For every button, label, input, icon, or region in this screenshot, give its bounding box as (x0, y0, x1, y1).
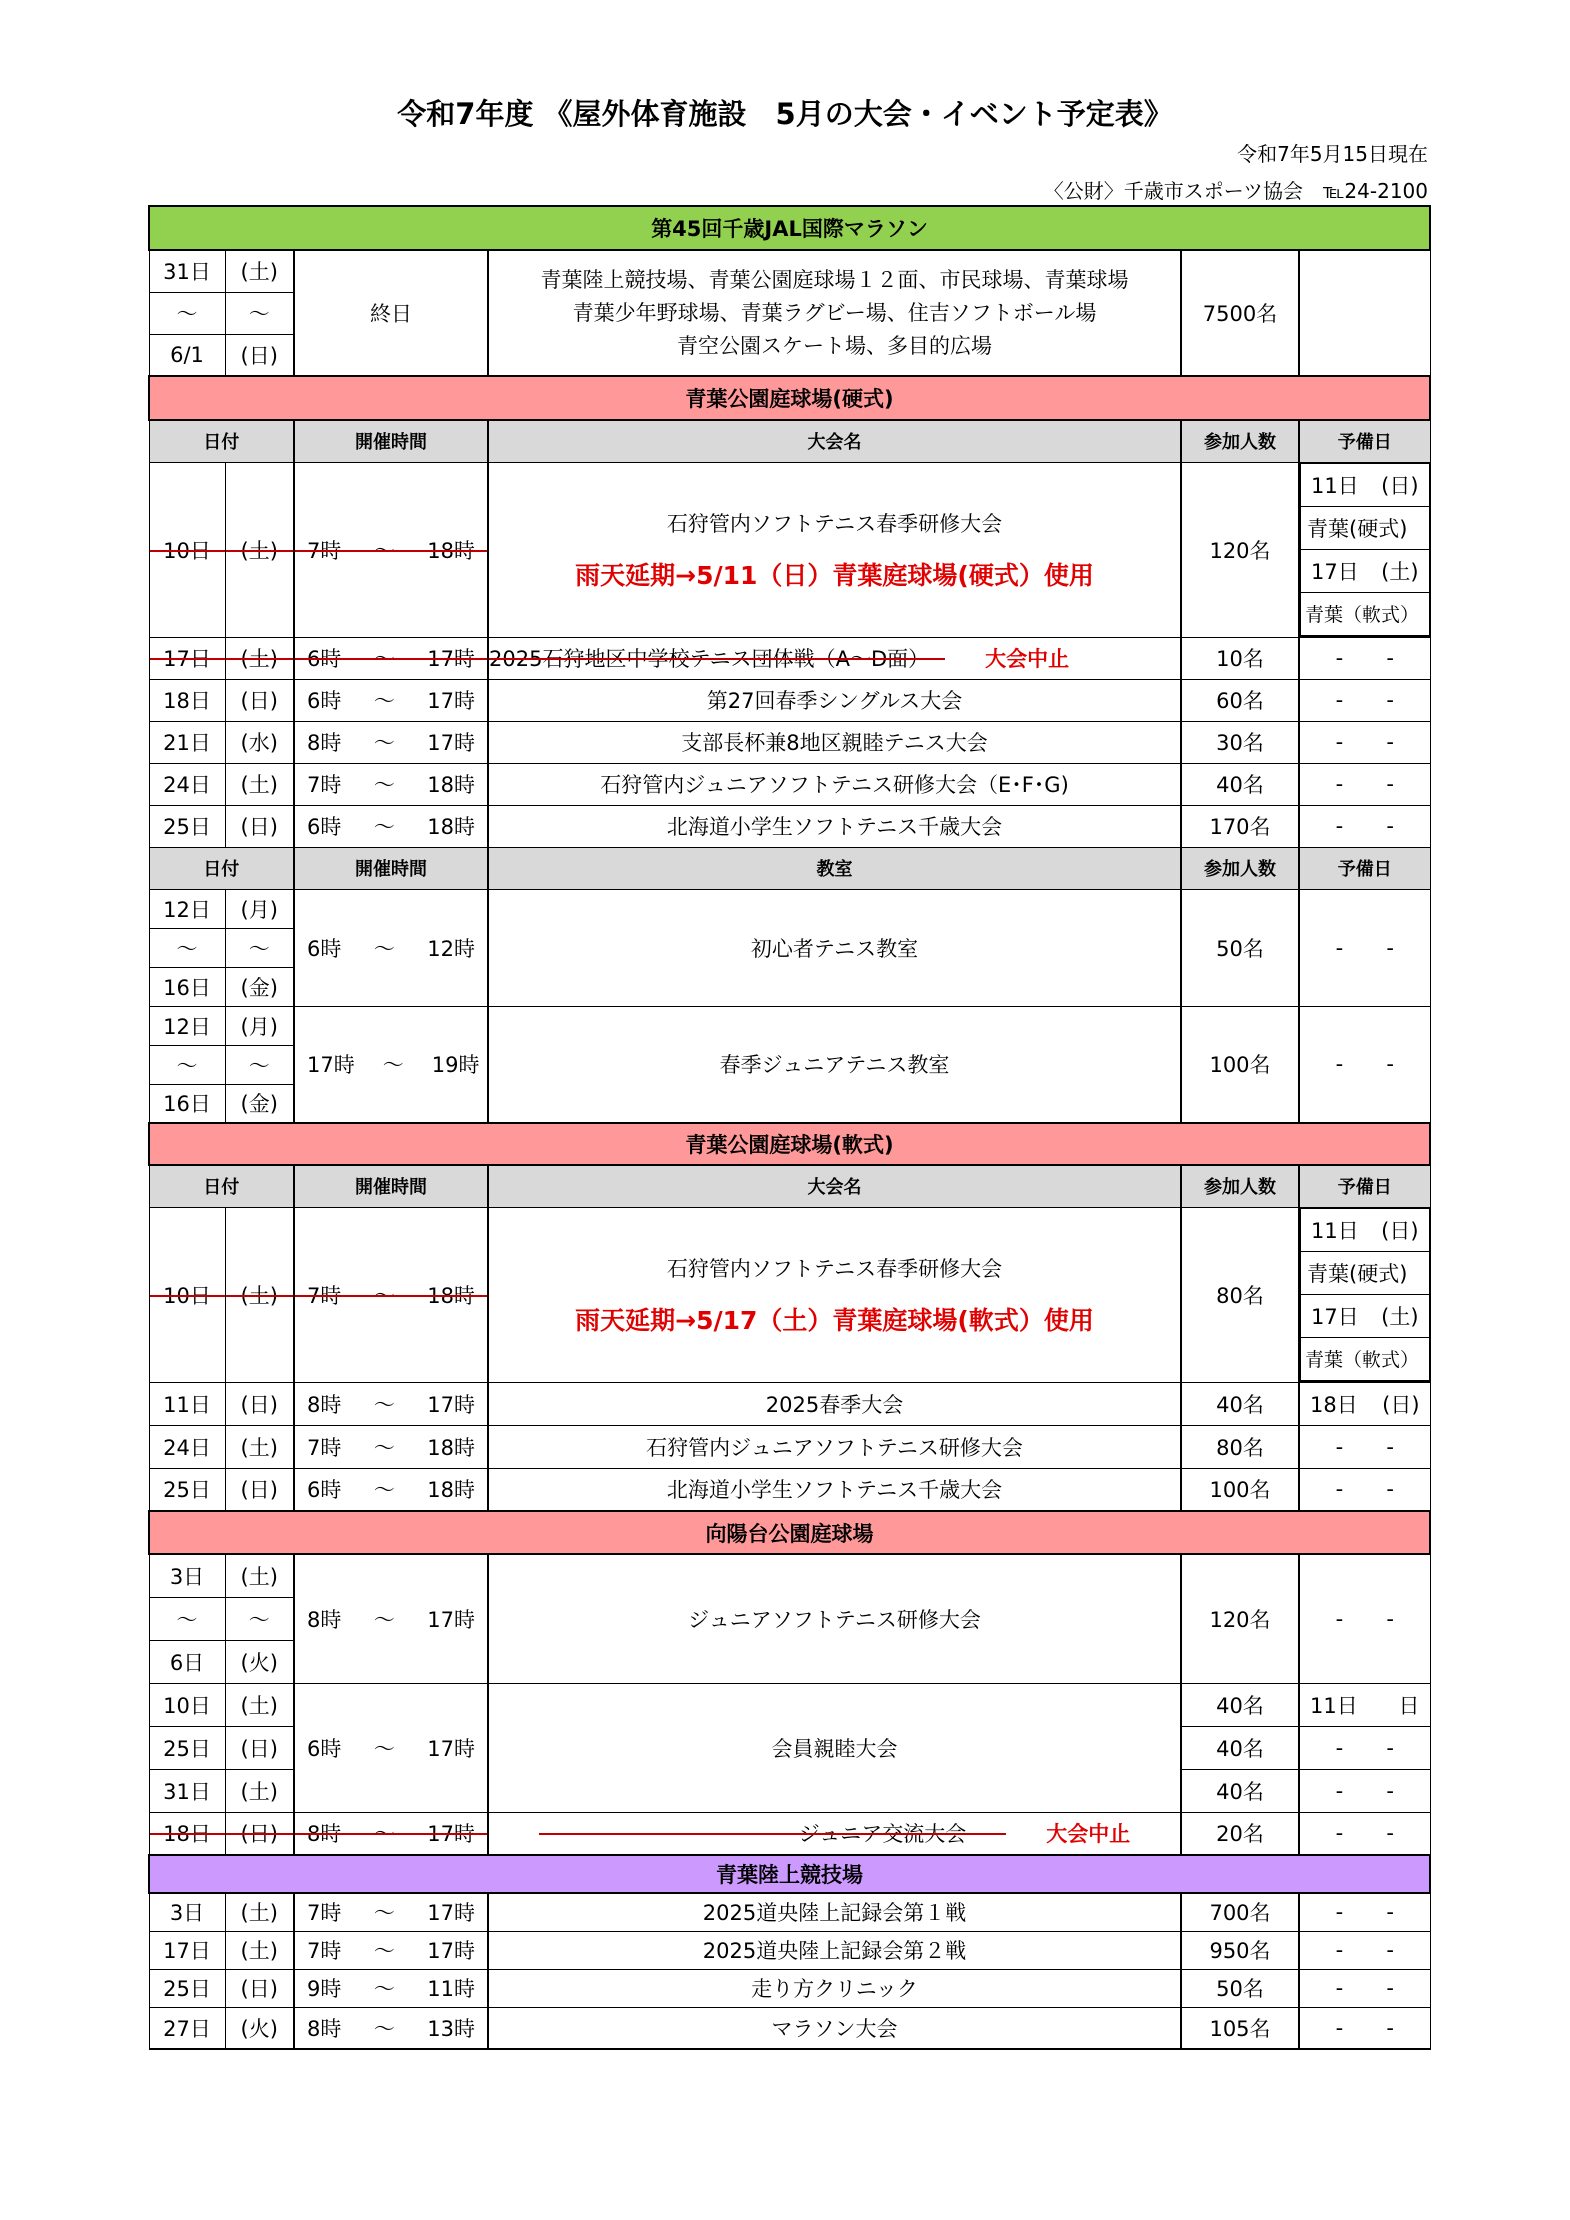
weekday-cell: (日) (225, 679, 294, 721)
table-row (149, 1969, 1430, 2007)
weekday-cell: (日) (225, 1812, 294, 1855)
date-cell: 31日 (149, 1769, 225, 1812)
time-cell: 6時 ～ 17時 (294, 679, 488, 721)
time-cell: 終日 (294, 250, 488, 376)
col-time: 開催時間 (294, 847, 488, 889)
weekday-cell: (火) (225, 2007, 294, 2049)
venue-line: 青葉陸上競技場、青葉公園庭球場１２面、市民球場、青葉球場 (540, 267, 1129, 292)
section-soft-court: 青葉公園庭球場(軟式) (149, 1123, 1430, 1165)
count-cell: 20名 (1181, 1812, 1299, 1855)
venue-line: 青空公園スケート場、多目的広場 (677, 333, 992, 358)
table-row (149, 721, 1430, 763)
count-cell: 100名 (1181, 1006, 1299, 1123)
count-cell: 120名 (1181, 1554, 1299, 1683)
reserve-cell: 11日 (日) 青葉(硬式) 17日 (土) 青葉（軟式） (1299, 462, 1430, 637)
date-cell: 17日 (149, 1931, 225, 1969)
class-name: 初心者テニス教室 (488, 889, 1181, 1006)
tilde-cell: ～ (225, 928, 294, 967)
tilde-cell: ～ (225, 292, 294, 334)
organization-contact: 〈公財〉千歳市スポーツ協会 ℡24-2100 (1043, 179, 1428, 203)
tilde-cell: ～ (149, 1045, 225, 1084)
time-cell: 8時 ～ 17時 (294, 1812, 488, 1855)
reserve-cell: - - (1299, 1969, 1430, 2007)
reserve-cell: - - (1299, 1812, 1430, 1855)
event-cell: 支部長杯兼8地区親睦テニス大会 (488, 721, 1181, 763)
date-cell: 12日 (149, 889, 225, 928)
event-cell: 石狩管内ジュニアソフトテニス研修大会 (488, 1425, 1181, 1468)
weekday-cell: (日) (225, 334, 294, 376)
time-cell: 7時 ～ 18時 (294, 763, 488, 805)
date-cell: 16日 (149, 967, 225, 1006)
weekday-cell: (火) (225, 1640, 294, 1683)
time-cell: 6時 ～ 18時 (294, 1468, 488, 1511)
date-cell: 24日 (149, 1425, 225, 1468)
table-row (149, 1554, 1430, 1597)
reserve-cell: - - (1299, 1554, 1430, 1683)
table-row (149, 1683, 1430, 1726)
time-cell: 7時 ～ 17時 (294, 1893, 488, 1931)
date-cell: 27日 (149, 2007, 225, 2049)
weekday-cell: (日) (225, 1382, 294, 1425)
reserve-cell: - - (1299, 1468, 1430, 1511)
event-cell: マラソン大会 (488, 2007, 1181, 2049)
col-event: 大会名 (488, 1165, 1181, 1207)
time-cell: 6時 ～ 12時 (294, 889, 488, 1006)
weekday-cell: (土) (225, 763, 294, 805)
page-title: 令和7年度 《屋外体育施設 5月の大会・イベント予定表》 (397, 97, 1173, 131)
count-cell: 60名 (1181, 679, 1299, 721)
weekday-cell: (土) (225, 1931, 294, 1969)
event-name: 石狩管内ソフトテニス春季研修大会 (666, 511, 1003, 536)
venue-cell (488, 250, 1181, 376)
tilde-cell: ～ (149, 292, 225, 334)
reserve-cell: - - (1299, 763, 1430, 805)
time-cell: 8時 ～ 13時 (294, 2007, 488, 2049)
section-koyodai-court: 向陽台公園庭球場 (149, 1511, 1430, 1554)
section-hard-court: 青葉公園庭球場(硬式) (149, 376, 1430, 420)
count-cell: 10名 (1181, 637, 1299, 679)
weekday-cell: (土) (225, 1683, 294, 1726)
col-time: 開催時間 (294, 420, 488, 462)
count-cell: 40名 (1181, 763, 1299, 805)
section-track-field: 青葉陸上競技場 (149, 1855, 1430, 1893)
col-event: 大会名 (488, 420, 1181, 462)
tilde-cell: ～ (225, 1597, 294, 1640)
weekday-cell: (月) (225, 1006, 294, 1045)
postpone-note: 雨天延期→5/11（日）青葉庭球場(硬式）使用 (575, 560, 1094, 590)
table-row (149, 889, 1430, 928)
event-cell: ジュニア交流大会 大会中止 (488, 1812, 1181, 1855)
event-cell (488, 1207, 1181, 1382)
time-cell: 6時 ～ 17時 (294, 637, 488, 679)
col-reserve: 予備日 (1299, 847, 1430, 889)
event-cell: 2025春季大会 (488, 1382, 1181, 1425)
event-cell: 走り方クリニック (488, 1969, 1181, 2007)
table-row (149, 679, 1430, 721)
count-cell: 40名 (1181, 1769, 1299, 1812)
date-cell: 3日 (149, 1893, 225, 1931)
time-cell: 7時 ～ 18時 (294, 1207, 488, 1382)
reserve-cell (1299, 250, 1430, 376)
count-cell: 40名 (1181, 1382, 1299, 1425)
count-cell: 50名 (1181, 1969, 1299, 2007)
date-cell: 6/1 (149, 334, 225, 376)
time-cell: 17時 ～ 19時 (294, 1006, 488, 1123)
date-cell: 11日 (149, 1382, 225, 1425)
cancel-note: 大会中止 (985, 647, 1070, 671)
reserve-cell: - - (1299, 721, 1430, 763)
reserve-cell: - - (1299, 1726, 1430, 1769)
weekday-cell: (日) (225, 805, 294, 847)
col-reserve: 予備日 (1299, 1165, 1430, 1207)
postpone-note: 雨天延期→5/17（土）青葉庭球場(軟式）使用 (575, 1305, 1094, 1335)
event-cell: 2025道央陸上記録会第２戦 (488, 1931, 1181, 1969)
weekday-cell: (土) (225, 462, 294, 637)
count-cell: 80名 (1181, 1207, 1299, 1382)
date-cell: 25日 (149, 1468, 225, 1511)
date-cell: 31日 (149, 250, 225, 292)
weekday-cell: (月) (225, 889, 294, 928)
count-cell: 40名 (1181, 1683, 1299, 1726)
time-cell: 6時 ～ 17時 (294, 1683, 488, 1812)
date-cell: 18日 (149, 1812, 225, 1855)
table-row (149, 462, 1430, 637)
table-row (149, 637, 1430, 679)
table-row (149, 1812, 1430, 1855)
col-date: 日付 (149, 420, 294, 462)
weekday-cell: (土) (225, 1425, 294, 1468)
date-cell: 10日 (149, 1683, 225, 1726)
col-time: 開催時間 (294, 1165, 488, 1207)
col-date: 日付 (149, 1165, 294, 1207)
weekday-cell: (日) (225, 1726, 294, 1769)
col-count: 参加人数 (1181, 847, 1299, 889)
reserve-cell: 11日 (日) 青葉(硬式) 17日 (土) 青葉（軟式） (1299, 1207, 1430, 1382)
time-cell: 9時 ～ 11時 (294, 1969, 488, 2007)
date-cell: 25日 (149, 1969, 225, 2007)
date-cell: 3日 (149, 1554, 225, 1597)
time-cell: 6時 ～ 18時 (294, 805, 488, 847)
date-cell: 24日 (149, 763, 225, 805)
weekday-cell: (土) (225, 250, 294, 292)
date-cell: 25日 (149, 805, 225, 847)
event-cell: 第27回春季シングルス大会 (488, 679, 1181, 721)
count-cell: 40名 (1181, 1726, 1299, 1769)
table-row (149, 763, 1430, 805)
table-row (149, 1006, 1430, 1045)
cancel-note: 大会中止 (1046, 1822, 1131, 1847)
table-row (149, 1382, 1430, 1425)
weekday-cell: (日) (225, 1468, 294, 1511)
reserve-cell: - - (1299, 637, 1430, 679)
date-cell: 25日 (149, 1726, 225, 1769)
event-cell (488, 462, 1181, 637)
event-cell: ジュニアソフトテニス研修大会 (488, 1554, 1181, 1683)
weekday-cell: (水) (225, 721, 294, 763)
table-row (149, 2007, 1430, 2049)
time-cell: 7時 ～ 18時 (294, 1425, 488, 1468)
count-cell: 950名 (1181, 1931, 1299, 1969)
date-cell: 17日 (149, 637, 225, 679)
weekday-cell: (金) (225, 967, 294, 1006)
class-name: 春季ジュニアテニス教室 (488, 1006, 1181, 1123)
table-row (149, 1207, 1430, 1382)
time-cell: 8時 ～ 17時 (294, 1382, 488, 1425)
weekday-cell: (土) (225, 1769, 294, 1812)
time-cell: 7時 ～ 17時 (294, 1931, 488, 1969)
table-row (149, 1893, 1430, 1931)
reserve-cell: - - (1299, 889, 1430, 1006)
event-name: 石狩管内ソフトテニス春季研修大会 (666, 1256, 1003, 1281)
reserve-cell: - - (1299, 1425, 1430, 1468)
table-row (149, 1468, 1430, 1511)
event-cell: 北海道小学生ソフトテニス千歳大会 (488, 805, 1181, 847)
col-count: 参加人数 (1181, 420, 1299, 462)
date-cell: 12日 (149, 1006, 225, 1045)
weekday-cell: (金) (225, 1084, 294, 1123)
tilde-cell: ～ (225, 1045, 294, 1084)
count-cell: 700名 (1181, 1893, 1299, 1931)
event-cell: 2025道央陸上記録会第１戦 (488, 1893, 1181, 1931)
count-cell: 7500名 (1181, 250, 1299, 376)
reserve-cell: - - (1299, 1006, 1430, 1123)
time-cell: 8時 ～ 17時 (294, 1554, 488, 1683)
count-cell: 105名 (1181, 2007, 1299, 2049)
weekday-cell: (土) (225, 1893, 294, 1931)
reserve-cell: - - (1299, 679, 1430, 721)
schedule-table (148, 205, 1431, 2050)
weekday-cell: (日) (225, 1969, 294, 2007)
weekday-cell: (土) (225, 637, 294, 679)
count-cell: 120名 (1181, 462, 1299, 637)
event-cell: 2025石狩地区中学校テニス団体戦（A～D面） 大会中止 (488, 637, 1181, 679)
count-cell: 50名 (1181, 889, 1299, 1006)
count-cell: 100名 (1181, 1468, 1299, 1511)
col-date: 日付 (149, 847, 294, 889)
time-cell: 7時 ～ 18時 (294, 462, 488, 637)
date-cell: 10日 (149, 1207, 225, 1382)
reserve-cell: 11日 日 (1299, 1683, 1430, 1726)
time-cell: 8時 ～ 17時 (294, 721, 488, 763)
tilde-cell: ～ (149, 928, 225, 967)
reserve-cell: - - (1299, 2007, 1430, 2049)
section-marathon: 第45回千歳JAL国際マラソン (149, 206, 1430, 250)
table-row (149, 1931, 1430, 1969)
date-cell: 18日 (149, 679, 225, 721)
reserve-cell: 18日 (日) (1299, 1382, 1430, 1425)
weekday-cell: (土) (225, 1554, 294, 1597)
event-cell: 石狩管内ジュニアソフトテニス研修大会（E･F･G) (488, 763, 1181, 805)
count-cell: 30名 (1181, 721, 1299, 763)
count-cell: 170名 (1181, 805, 1299, 847)
weekday-cell: (土) (225, 1207, 294, 1382)
date-cell: 10日 (149, 462, 225, 637)
event-cell: 北海道小学生ソフトテニス千歳大会 (488, 1468, 1181, 1511)
tilde-cell: ～ (149, 1597, 225, 1640)
table-row (149, 1425, 1430, 1468)
table-row (149, 805, 1430, 847)
col-count: 参加人数 (1181, 1165, 1299, 1207)
date-cell: 16日 (149, 1084, 225, 1123)
as-of-date: 令和7年5月15日現在 (1237, 142, 1428, 166)
date-cell: 21日 (149, 721, 225, 763)
col-classroom: 教室 (488, 847, 1181, 889)
reserve-cell: - - (1299, 1769, 1430, 1812)
venue-line: 青葉少年野球場、青葉ラグビー場、住吉ソフトボール場 (572, 300, 1097, 325)
col-reserve: 予備日 (1299, 420, 1430, 462)
reserve-cell: - - (1299, 805, 1430, 847)
date-cell: 6日 (149, 1640, 225, 1683)
reserve-cell: - - (1299, 1931, 1430, 1969)
reserve-cell: - - (1299, 1893, 1430, 1931)
event-cell: 会員親睦大会 (488, 1683, 1181, 1812)
count-cell: 80名 (1181, 1425, 1299, 1468)
